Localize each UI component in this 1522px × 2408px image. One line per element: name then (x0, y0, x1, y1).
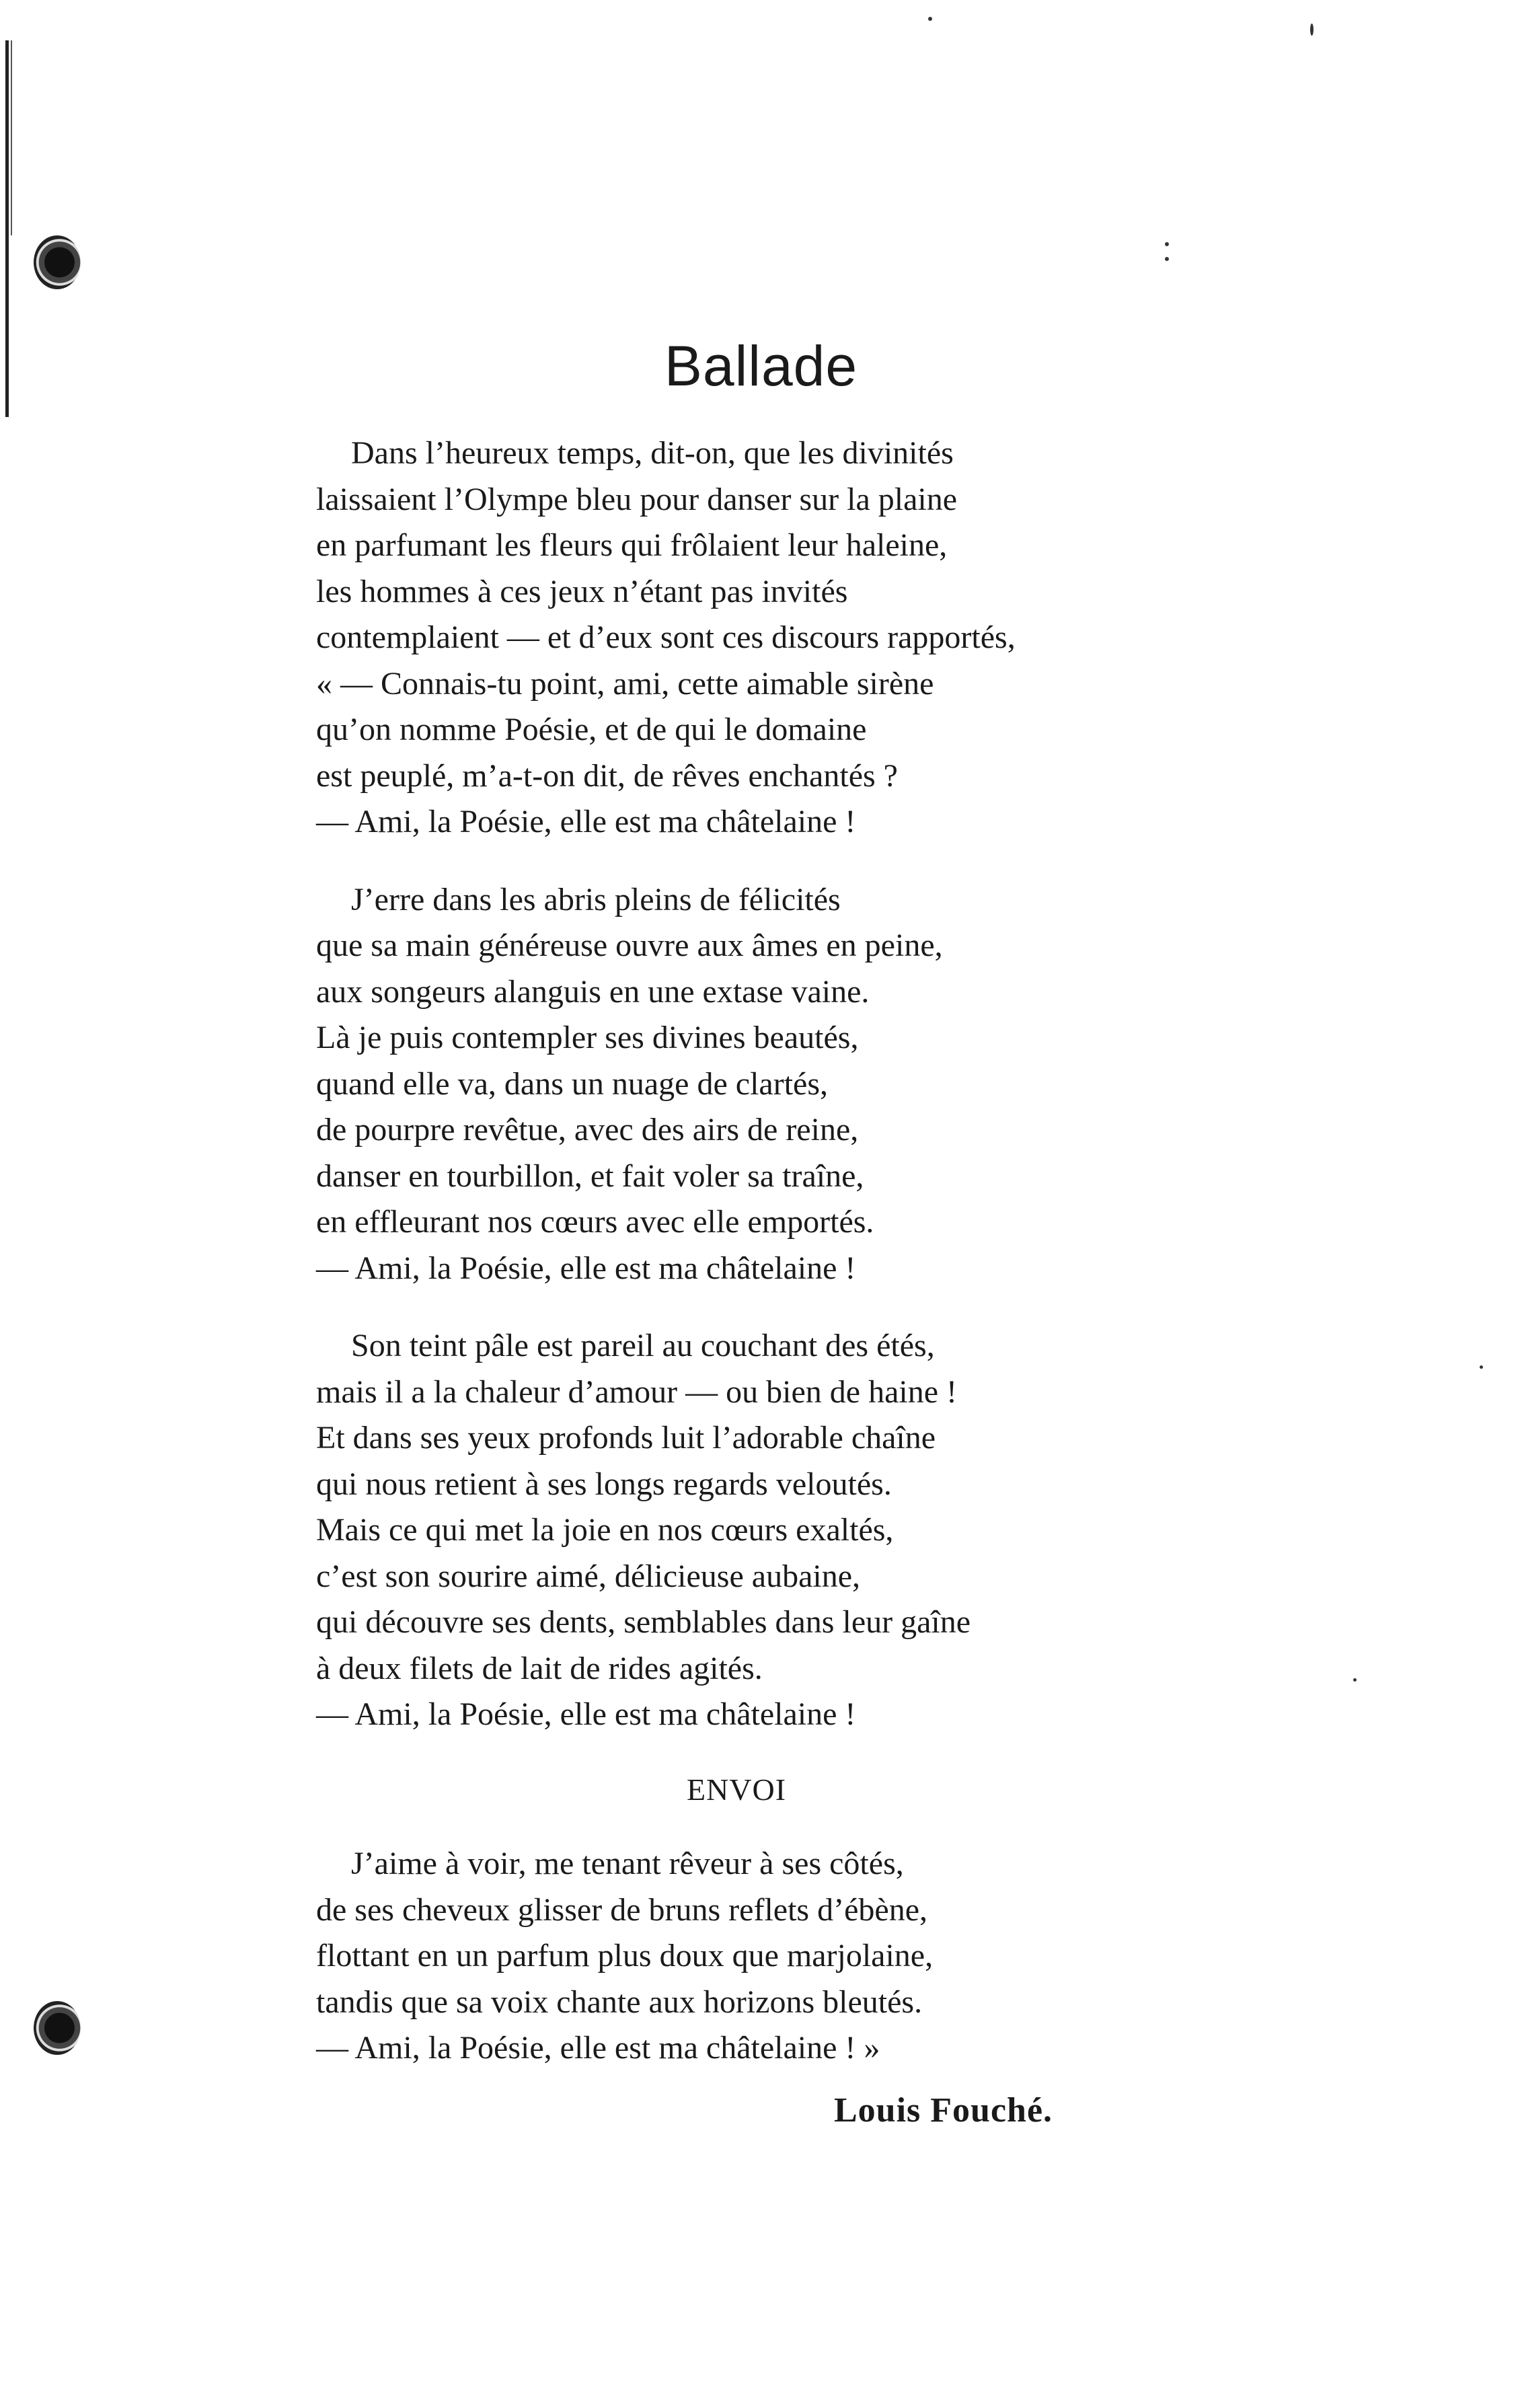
poem-title: Ballade (664, 334, 858, 398)
verse-line: J’aime à voir, me tenant rêveur à ses côtés, (351, 1846, 904, 1881)
verse-line: qui découvre ses dents, semblables dans leur gaîne (316, 1604, 971, 1640)
refrain-line: — Ami, la Poésie, elle est ma châtelaine ! (316, 804, 856, 839)
verse-line: qu’on nomme Poésie, et de qui le domaine (316, 712, 867, 747)
verse-line: de pourpre revêtue, avec des airs de reine, (316, 1112, 859, 1147)
envoi-heading: ENVOI (686, 1772, 787, 1807)
envoi-stanza (316, 1841, 1493, 2072)
verse-line: Là je puis contempler ses divines beautés, (316, 1020, 859, 1055)
verse-line: mais il a la chaleur d’amour — ou bien de haine ! (316, 1374, 957, 1410)
binding-hole-bottom (34, 2001, 81, 2055)
verse-line: Mais ce qui met la joie en nos cœurs exaltés, (316, 1512, 894, 1548)
verse-line: les hommes à ces jeux n’étant pas invités (316, 573, 848, 609)
verse-line: que sa main généreuse ouvre aux âmes en peine, (316, 928, 943, 963)
verse-line: est peuplé, m’a-t-on dit, de rêves enchantés ? (316, 757, 898, 794)
scan-edge-line-thin (11, 40, 12, 235)
verse-line: danser en tourbillon, et fait voler sa traîne, (316, 1158, 864, 1194)
verse-line: laissaient l’Olympe bleu pour danser sur la plaine (316, 481, 958, 517)
verse-line: « — Connais-tu point, ami, cette aimable sirène (316, 665, 934, 702)
stanza-3 (316, 1323, 1493, 1738)
binding-hole-top (34, 235, 81, 289)
scan-speck (1310, 24, 1314, 36)
verse-line: flottant en un parfum plus doux que marjolaine, (316, 1938, 934, 1973)
stanza-2 (316, 877, 1493, 1292)
verse-line: J’erre dans les abris pleins de félicités (351, 881, 841, 917)
refrain-line: — Ami, la Poésie, elle est ma châtelaine ! (316, 1250, 856, 1286)
verse-line: Son teint pâle est pareil au couchant des étés, (351, 1328, 935, 1363)
verse-line: qui nous retient à ses longs regards veloutés. (316, 1466, 892, 1502)
verse-line: en parfumant les fleurs qui frôlaient leur haleine, (316, 527, 948, 563)
refrain-line: — Ami, la Poésie, elle est ma châtelaine ! » (316, 2030, 880, 2066)
refrain-line: — Ami, la Poésie, elle est ma châtelaine ! (316, 1696, 856, 1732)
verse-line: Dans l’heureux temps, dit-on, que les divinités (351, 435, 954, 471)
verse-line: aux songeurs alanguis en une extase vaine. (316, 973, 870, 1010)
verse-line: de ses cheveux glisser de bruns reflets d’ébène, (316, 1891, 927, 1928)
verse-line: à deux filets de lait de rides agités. (316, 1650, 763, 1686)
verse-line: tandis que sa voix chante aux horizons bleutés. (316, 1984, 923, 2020)
author-signature: Louis Fouché. (834, 2091, 1053, 2130)
verse-line: quand elle va, dans un nuage de clartés, (316, 1065, 829, 1102)
verse-line: en effleurant nos cœurs avec elle emportés. (316, 1204, 874, 1240)
stanza-1 (316, 430, 1493, 845)
scan-speck (1165, 242, 1169, 246)
scan-speck (1165, 257, 1169, 261)
poem-body (316, 430, 1493, 2103)
verse-line: Et dans ses yeux profonds luit l’adorable chaîne (316, 1420, 936, 1456)
verse-line: contemplaient — et d’eux sont ces discours rapportés, (316, 619, 1016, 655)
scan-speck (928, 17, 932, 21)
verse-line: c’est son sourire aimé, délicieuse aubaine, (316, 1558, 861, 1594)
